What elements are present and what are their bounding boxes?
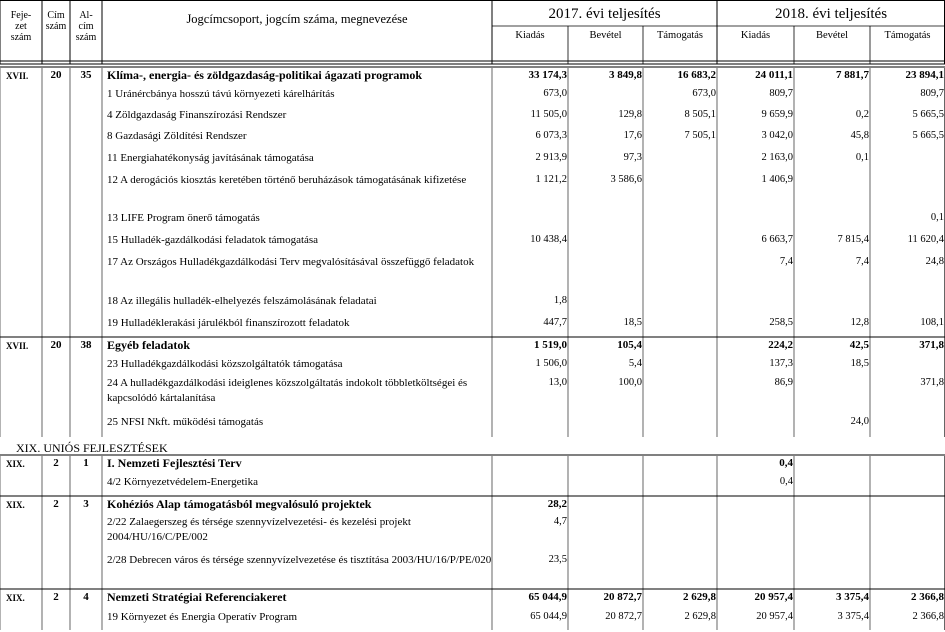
bevetel-2017-value: 3 586,6	[610, 174, 642, 185]
group-title: I. Nemzeti Fejlesztési Terv	[107, 456, 242, 470]
kiadas-2017-value: 4,7	[553, 516, 567, 527]
bevetel-2018-value: 12,8	[850, 317, 869, 328]
group-title: Klíma-, energia- és zöldgazdaság-politikai ágazati programok	[107, 68, 423, 82]
tamogatas-2018-value: 809,7	[920, 88, 944, 99]
kiadas-2017-value: 33 174,3	[528, 69, 567, 81]
tamogatas-2018-value: 11 620,4	[907, 234, 944, 245]
kiadas-2018-value: 6 663,7	[761, 234, 793, 245]
subheader-tamogatas-2018: Támogatás	[884, 30, 931, 41]
group-title: Egyéb feladatok	[107, 338, 191, 352]
bevetel-2018-value: 7 815,4	[837, 234, 869, 245]
bevetel-2017-value: 105,4	[617, 339, 642, 351]
group-title: Nemzeti Stratégiai Referenciakeret	[107, 590, 287, 604]
tamogatas-2018-value: 2 366,8	[912, 611, 944, 622]
tamogatas-2018-value: 5 665,5	[912, 130, 944, 141]
tamogatas-2018-value: 2 366,8	[911, 591, 944, 603]
bevetel-2018-value: 24,0	[850, 416, 869, 427]
kiadas-2017-value: 1,8	[553, 295, 567, 306]
alcim-cell: 3	[83, 498, 89, 510]
bevetel-2017-value: 18,5	[623, 317, 642, 328]
item-description: 1 Uránércbánya hosszú távú környezeti kárelhárítás	[107, 88, 335, 100]
kiadas-2018-value: 7,4	[779, 256, 793, 267]
item-description: 11 Energiahatékonyság javításának támogatása	[107, 152, 314, 164]
tamogatas-2017-value: 2 629,8	[683, 591, 716, 603]
kiadas-2018-value: 224,2	[768, 339, 793, 351]
kiadas-2018-value: 24 011,1	[755, 69, 793, 81]
kiadas-2018-value: 2 163,0	[761, 152, 793, 163]
kiadas-2017-value: 1 506,0	[535, 358, 567, 369]
fejezet-cell: XIX.	[6, 593, 25, 603]
kiadas-2017-value: 673,0	[543, 88, 567, 99]
kiadas-2017-value: 28,2	[547, 498, 567, 510]
item-description: 4 Zöldgazdaság Finanszírozási Rendszer	[107, 109, 287, 121]
kiadas-2018-value: 137,3	[769, 358, 793, 369]
item-description: 4/2 Környezetvédelem-Energetika	[107, 476, 258, 488]
bevetel-2018-value: 3 375,4	[837, 611, 869, 622]
header-alcim: Al- cím szám	[75, 10, 97, 43]
item-description: 13 LIFE Program önerő támogatás	[107, 212, 260, 224]
item-description: 25 NFSI Nkft. működési támogatás	[107, 416, 264, 428]
bevetel-2017-value: 100,0	[618, 377, 642, 388]
kiadas-2018-value: 86,9	[774, 377, 793, 388]
header-cim: Cím szám	[45, 10, 67, 32]
bevetel-2017-value: 5,4	[628, 358, 642, 369]
item-description: 2/28 Debrecen város és térsége szennyvízelvezetése és tisztítása 2003/HU/16/P/PE/020	[107, 554, 492, 566]
item-description: 19 Környezet és Energia Operatív Program	[107, 611, 298, 623]
subheader-kiadas-2017: Kiadás	[515, 30, 545, 41]
fejezet-cell: XVII.	[6, 71, 29, 81]
item-description: 15 Hulladék-gazdálkodási feladatok támogatása	[107, 234, 319, 246]
cim-cell: 2	[53, 457, 59, 469]
subheader-bevetel-2017: Bevétel	[589, 30, 622, 41]
alcim-cell: 35	[80, 69, 92, 81]
tamogatas-2018-value: 24,8	[925, 256, 944, 267]
bevetel-2018-value: 0,1	[855, 152, 869, 163]
item-description: 19 Hulladéklerakási járulékból finanszírozott feladatok	[107, 317, 350, 329]
kiadas-2017-value: 23,5	[548, 554, 567, 565]
item-description: 17 Az Országos Hulladékgazdálkodási Terv megvalósításával összefüggő feladatok	[107, 256, 475, 268]
header-description: Jogcímcsoport, jogcím száma, megnevezése	[186, 12, 408, 26]
bevetel-2018-value: 7,4	[855, 256, 869, 267]
item-description: 18 Az illegális hulladék-elhelyezés felszámolásának feladatai	[107, 295, 377, 307]
kiadas-2018-value: 20 957,4	[754, 591, 793, 603]
alcim-cell: 38	[80, 339, 92, 351]
kiadas-2017-value: 447,7	[543, 317, 567, 328]
subheader-kiadas-2018: Kiadás	[740, 30, 771, 41]
item-description: 24 A hulladékgazdálkodási ideiglenes közszolgáltatás indokolt többletköltségei és kapcsolódó kártalanítása	[107, 377, 468, 404]
bevetel-2017-value: 97,3	[623, 152, 642, 163]
tamogatas-2018-value: 0,1	[930, 212, 944, 223]
tamogatas-2018-value: 5 665,5	[912, 109, 944, 120]
item-description: 12 A derogációs kiosztás keretében történő beruházások támogatásának kifizetése	[107, 174, 467, 186]
fejezet-cell: XIX.	[6, 500, 25, 510]
group-title: Kohéziós Alap támogatásból megvalósuló projektek	[107, 497, 372, 511]
bevetel-2018-value: 18,5	[850, 358, 869, 369]
subheader-tamogatas-2017: Támogatás	[656, 30, 704, 41]
fejezet-cell: XIX.	[6, 459, 25, 469]
kiadas-2018-value: 0,4	[779, 457, 793, 469]
kiadas-2017-value: 65 044,9	[530, 611, 567, 622]
section-heading: XIX. UNIÓS FEJLESZTÉSEK	[16, 441, 168, 455]
bevetel-2017-value: 129,8	[618, 109, 642, 120]
header-year-2018: 2018. évi teljesítés	[774, 6, 888, 22]
tamogatas-2018-value: 108,1	[920, 317, 944, 328]
kiadas-2018-value: 0,4	[779, 476, 793, 487]
header-fejezet: Feje- zet szám	[10, 10, 32, 43]
kiadas-2018-value: 258,5	[769, 317, 793, 328]
cim-cell: 2	[53, 498, 59, 510]
kiadas-2017-value: 1 519,0	[534, 339, 567, 351]
bevetel-2018-value: 45,8	[850, 130, 869, 141]
tamogatas-2018-value: 371,8	[920, 377, 944, 388]
fejezet-cell: XVII.	[6, 341, 29, 351]
bevetel-2018-value: 7 881,7	[836, 69, 869, 81]
tamogatas-2017-value: 8 505,1	[684, 109, 716, 120]
bevetel-2018-value: 42,5	[849, 339, 869, 351]
tamogatas-2018-value: 371,8	[919, 339, 944, 351]
kiadas-2018-value: 1 406,9	[761, 174, 793, 185]
item-description: 2/22 Zalaegerszeg és térsége szennyvízelvezetési- és kezelési projekt 2004/HU/16/C/PE/002	[107, 516, 411, 543]
kiadas-2017-value: 1 121,2	[535, 174, 567, 185]
tamogatas-2018-value: 23 894,1	[905, 69, 944, 81]
kiadas-2018-value: 9 659,9	[761, 109, 793, 120]
cim-cell: 20	[50, 69, 62, 81]
kiadas-2017-value: 10 438,4	[530, 234, 567, 245]
tamogatas-2017-value: 2 629,8	[684, 611, 716, 622]
bevetel-2017-value: 20 872,7	[603, 591, 642, 603]
kiadas-2017-value: 2 913,9	[535, 152, 567, 163]
bevetel-2017-value: 20 872,7	[605, 611, 642, 622]
tamogatas-2017-value: 7 505,1	[684, 130, 716, 141]
bevetel-2017-value: 17,6	[623, 130, 642, 141]
alcim-cell: 4	[83, 591, 89, 603]
bevetel-2017-value: 3 849,8	[609, 69, 642, 81]
tamogatas-2017-value: 673,0	[692, 88, 716, 99]
subheader-bevetel-2018: Bevétel	[815, 30, 849, 41]
kiadas-2017-value: 65 044,9	[528, 591, 567, 603]
kiadas-2017-value: 6 073,3	[535, 130, 567, 141]
tamogatas-2017-value: 16 683,2	[677, 69, 716, 81]
header-year-2017: 2017. évi teljesítés	[548, 6, 661, 22]
item-description: 8 Gazdasági Zöldítési Rendszer	[107, 130, 247, 142]
cim-cell: 2	[53, 591, 59, 603]
kiadas-2017-value: 11 505,0	[530, 109, 567, 120]
kiadas-2018-value: 3 042,0	[761, 130, 793, 141]
bevetel-2018-value: 0,2	[855, 109, 869, 120]
alcim-cell: 1	[83, 457, 89, 469]
kiadas-2018-value: 20 957,4	[756, 611, 793, 622]
bevetel-2018-value: 3 375,4	[836, 591, 869, 603]
kiadas-2017-value: 13,0	[548, 377, 567, 388]
kiadas-2018-value: 809,7	[769, 88, 793, 99]
item-description: 23 Hulladékgazdálkodási közszolgáltatók támogatása	[107, 358, 343, 370]
cim-cell: 20	[50, 339, 62, 351]
